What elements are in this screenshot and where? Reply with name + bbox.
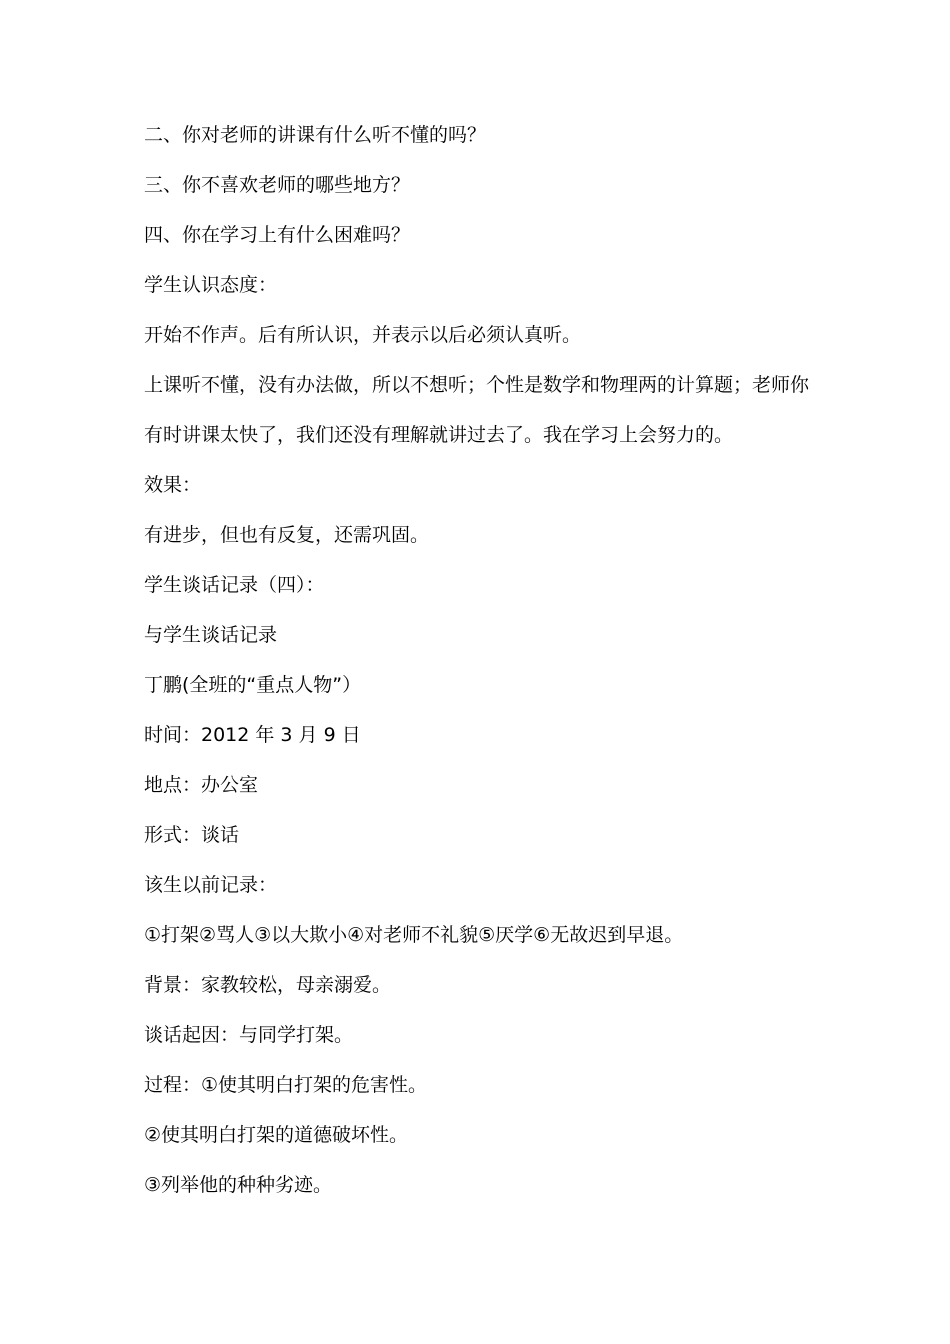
record-format: 形式：谈话 (144, 824, 240, 846)
question-two: 二、你对老师的讲课有什么听不懂的吗？ (144, 124, 487, 146)
process-step-three: ③列举他的种种劣迹。 (144, 1174, 333, 1196)
document-body (144, 115, 824, 1215)
background-text: 背景：家教较松，母亲溺爱。 (144, 974, 392, 996)
question-four: 四、你在学习上有什么困难吗？ (144, 224, 411, 246)
record-title: 与学生谈话记录 (144, 624, 278, 646)
conversation-cause: 谈话起因：与同学打架。 (144, 1024, 354, 1046)
effect-heading: 效果： (144, 474, 202, 496)
process-step-one: 过程：①使其明白打架的危害性。 (144, 1074, 428, 1096)
student-response-line-1: 上课听不懂，没有办法做，所以不想听；个性是数学和物理两的计算题；老师你 (144, 374, 810, 396)
previous-record-list: ①打架②骂人③以大欺小④对老师不礼貌⑤厌学⑥无故迟到早退。 (144, 924, 684, 946)
process-step-two: ②使其明白打架的道德破坏性。 (144, 1124, 409, 1146)
student-attitude-heading: 学生认识态度： (144, 274, 278, 296)
student-name: 丁鹏(全班的“重点人物”） (144, 674, 362, 696)
previous-record-heading: 该生以前记录： (144, 874, 278, 896)
question-three: 三、你不喜欢老师的哪些地方？ (144, 174, 411, 196)
record-four-heading: 学生谈话记录（四）： (144, 574, 325, 596)
record-location: 地点：办公室 (144, 774, 259, 796)
effect-text: 有进步，但也有反复，还需巩固。 (144, 524, 430, 546)
student-response-line-2: 有时讲课太快了，我们还没有理解就讲过去了。我在学习上会努力的。 (144, 424, 734, 446)
record-time: 时间：2012 年 3 月 9 日 (144, 724, 361, 746)
student-attitude-text: 开始不作声。后有所认识，并表示以后必须认真听。 (144, 324, 582, 346)
